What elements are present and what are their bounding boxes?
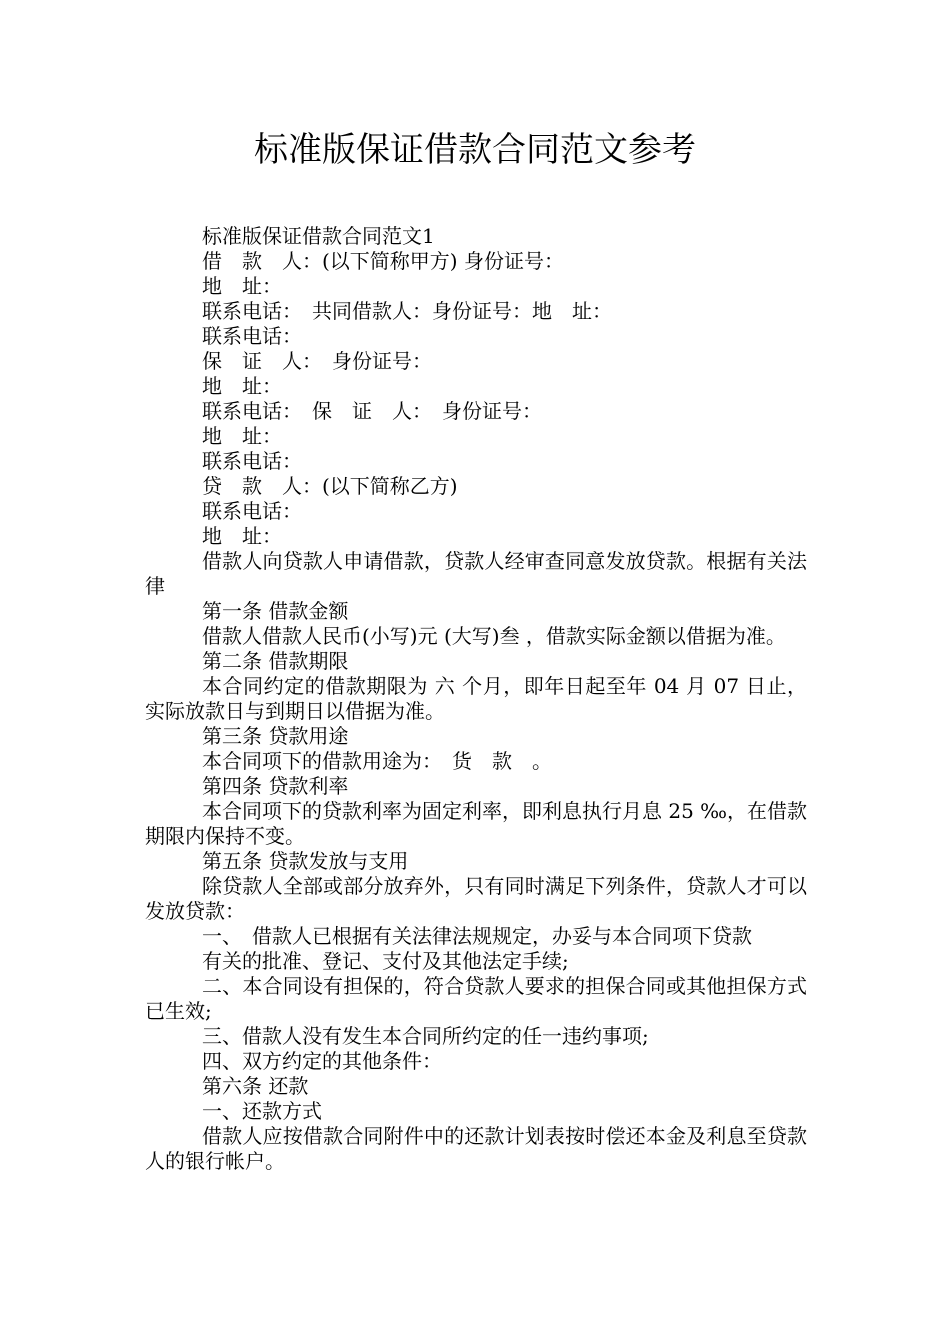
condition-2: 二、本合同设有担保的，符合贷款人要求的担保合同或其他担保方式已生效; [145, 974, 807, 1023]
second-guarantor-line: 联系电话： 保 证 人： 身份证号： [202, 399, 542, 423]
co-borrower-phone: 联系电话： [202, 324, 302, 348]
condition-3: 三、借款人没有发生本合同所约定的任一违约事项; [202, 1024, 649, 1048]
article-1-text: 借款人借款人民币(小写)元 (大写)叁 ，借款实际金额以借据为准。 [202, 624, 786, 648]
article-4-heading: 第四条 贷款利率 [202, 774, 349, 798]
section-heading: 标准版保证借款合同范文1 [202, 224, 435, 248]
guarantor-line: 保 证 人： 身份证号： [202, 349, 432, 373]
condition-1-continued: 有关的批准、登记、支付及其他法定手续; [202, 949, 569, 973]
second-guarantor-address: 地 址： [202, 424, 282, 448]
condition-4: 四、双方约定的其他条件： [202, 1049, 442, 1073]
guarantor-address: 地 址： [202, 374, 282, 398]
article-5-heading: 第五条 贷款发放与支用 [202, 849, 409, 873]
article-3-text: 本合同项下的借款用途为： 货 款 。 [202, 749, 552, 773]
borrower-line: 借 款 人：(以下简称甲方) 身份证号： [202, 249, 564, 273]
article-6-heading: 第六条 还款 [202, 1074, 309, 1098]
article-4-text: 本合同项下的贷款利率为固定利率，即利息执行月息 25 ‰，在借款期限内保持不变。 [145, 799, 807, 848]
repayment-method-heading: 一、还款方式 [202, 1099, 322, 1123]
lender-phone: 联系电话： [202, 499, 302, 523]
article-2-heading: 第二条 借款期限 [202, 649, 349, 673]
article-2-text: 本合同约定的借款期限为 六 个月，即年日起至年 04 月 07 日止，实际放款日与到期日以借据为准。 [145, 674, 807, 723]
repayment-method-text: 借款人应按借款合同附件中的还款计划表按时偿还本金及利息至贷款人的银行帐户。 [145, 1124, 807, 1173]
document-title: 标准版保证借款合同范文参考 [254, 130, 696, 170]
condition-1: 一、 借款人已根据有关法律法规规定，办妥与本合同项下贷款 [202, 924, 752, 948]
lender-address: 地 址： [202, 524, 282, 548]
co-borrower-line: 联系电话： 共同借款人：身份证号：地 址： [202, 299, 612, 323]
article-3-heading: 第三条 贷款用途 [202, 724, 349, 748]
borrower-address: 地 址： [202, 274, 282, 298]
article-5-text: 除贷款人全部或部分放弃外，只有同时满足下列条件，贷款人才可以发放贷款： [145, 874, 807, 923]
document-body [145, 224, 807, 1174]
preamble-paragraph: 借款人向贷款人申请借款，贷款人经审查同意发放贷款。根据有关法律 [145, 549, 807, 598]
article-1-heading: 第一条 借款金额 [202, 599, 349, 623]
lender-line: 贷 款 人：(以下简称乙方) [202, 474, 458, 498]
second-guarantor-phone: 联系电话： [202, 449, 302, 473]
